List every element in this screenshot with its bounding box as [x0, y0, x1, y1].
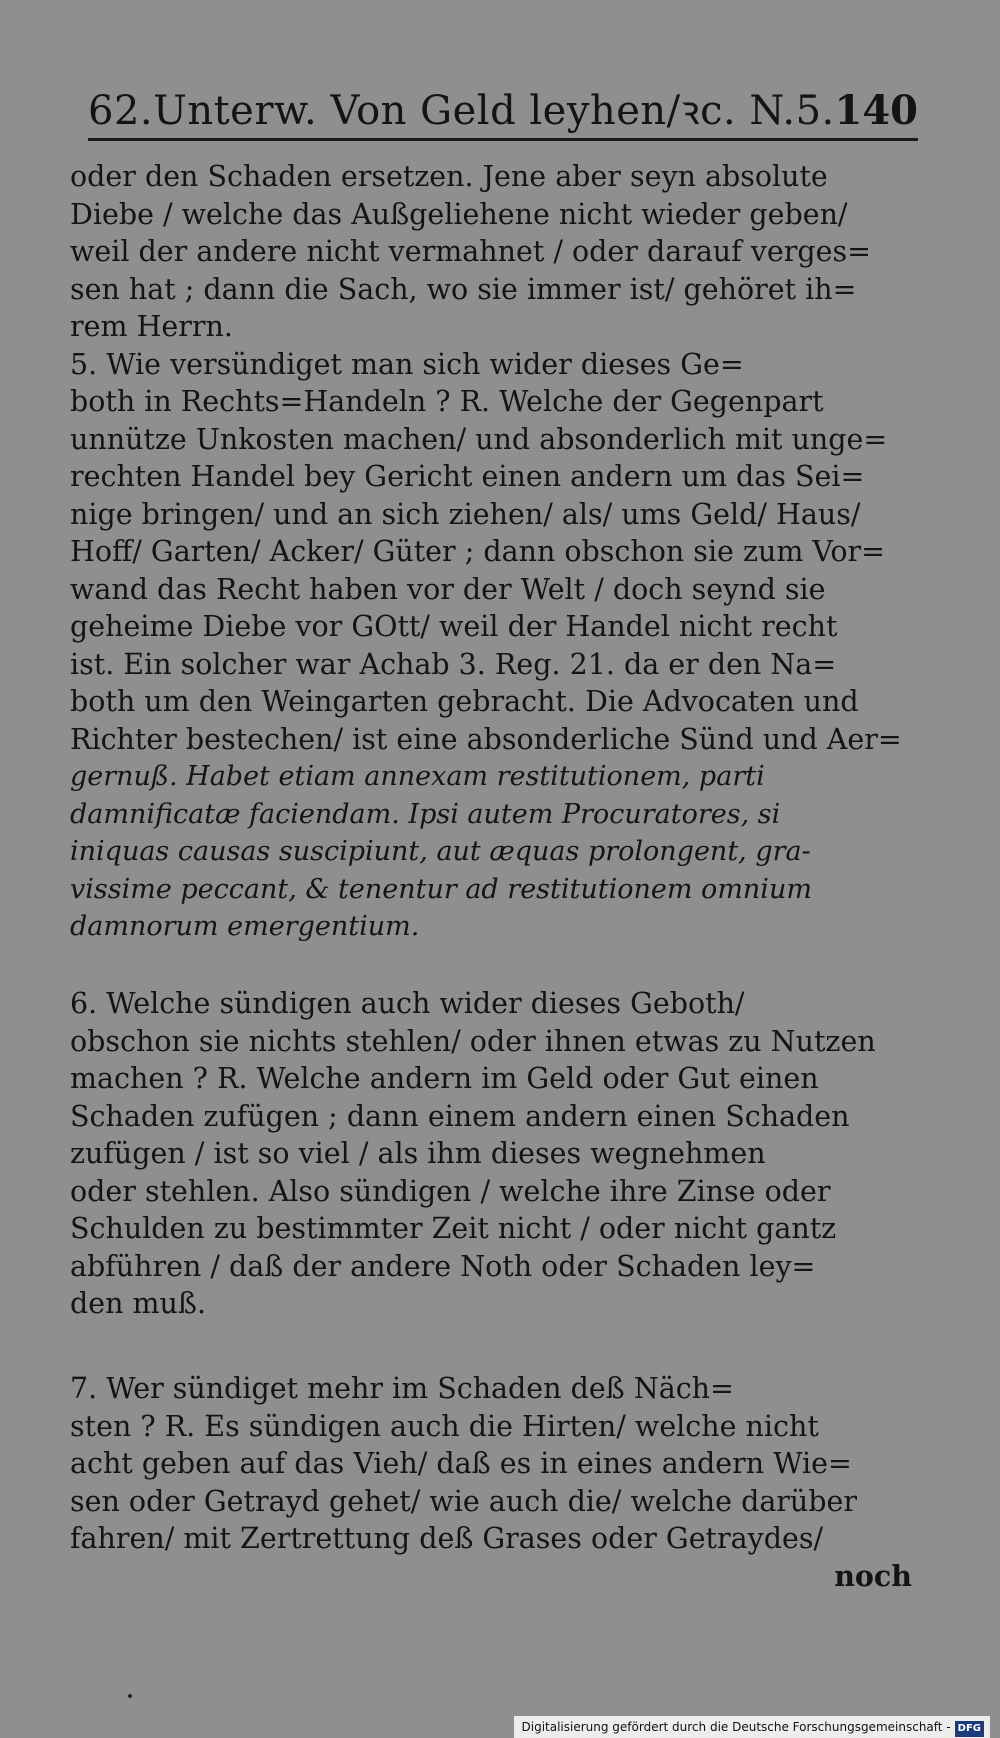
text-line: nige bringen/ und an sich ziehen/ als/ ums Geld/ Haus/	[70, 497, 861, 531]
paragraph-block-3	[70, 1370, 912, 1558]
text-line: Schaden zufügen ; dann einem andern einen Schaden	[70, 1099, 850, 1133]
paragraph-block-2	[70, 985, 912, 1323]
header-rule	[88, 138, 918, 141]
text-line: 5. Wie versündiget man sich wider dieses Ge=	[70, 347, 744, 381]
text-line: weil der andere nicht vermahnet / oder darauf verges=	[70, 235, 871, 268]
text-line: rem Herrn.	[70, 310, 233, 343]
credit-text: Digitalisierung gefördert durch die Deutsche Forschungsgemeinschaft -	[521, 1720, 951, 1734]
text-line: fahren/ mit Zertrettung deß Grases oder Getraydes/	[70, 1522, 824, 1555]
text-line: 7. Wer sündiget mehr im Schaden deß Näch=	[70, 1372, 734, 1405]
text-line: zufügen / ist so viel / als ihm dieses wegnehmen	[70, 1137, 766, 1170]
text-line: unnütze Unkosten machen/ und absonderlich mit unge=	[70, 422, 888, 456]
dfg-logo: DFG	[955, 1721, 984, 1737]
text-line: abführen / daß der andere Noth oder Schaden ley=	[70, 1249, 816, 1283]
text-line: Richter bestechen/ ist eine absonderliche Sünd und Aer=	[70, 722, 902, 756]
page-number: 140	[834, 87, 918, 134]
text-line: both um den Weingarten gebracht. Die Advocaten und	[70, 685, 859, 718]
text-line: Hoff/ Garten/ Acker/ Güter ; dann obschon sie zum Vor=	[70, 535, 886, 568]
text-line: vissime peccant, & tenentur ad restitutionem omnium	[70, 873, 812, 905]
text-line: iniquas causas suscipiunt, aut æquas prolongent, gra-	[70, 836, 811, 867]
paragraph-block-1	[70, 158, 912, 946]
text-line: geheime Diebe vor GOtt/ weil der Handel nicht recht	[70, 610, 838, 643]
scan-speck	[128, 1694, 132, 1698]
text-line: ist. Ein solcher war Achab 3. Reg. 21. da er den Na=	[70, 647, 837, 681]
text-line: damnificatæ faciendam. Ipsi autem Procuratores, si	[70, 798, 781, 830]
text-line: damnorum emergentium.	[70, 911, 420, 942]
text-line: sen oder Getrayd gehet/ wie auch die/ welche darüber	[70, 1484, 858, 1518]
text-line: gernuß. Habet etiam annexam restitutionem, parti	[70, 761, 765, 792]
running-header	[88, 86, 918, 144]
text-line: oder stehlen. Also sündigen / welche ihre Zinse oder	[70, 1174, 831, 1208]
text-line: both in Rechts=Handeln ? R. Welche der Gegenpart	[70, 385, 824, 418]
text-line: wand das Recht haben vor der Welt / doch seynd sie	[70, 572, 826, 606]
running-title: 62.Unterw. Von Geld leyhen/ꝛc. N.5.	[88, 88, 835, 134]
catchword-row	[70, 1558, 912, 1596]
text-line: Diebe / welche das Außgeliehene nicht wieder geben/	[70, 197, 848, 231]
text-line: Schulden zu bestimmter Zeit nicht / oder nicht gantz	[70, 1212, 837, 1245]
text-line: machen ? R. Welche andern im Geld oder Gut einen	[70, 1062, 819, 1095]
text-line: sen hat ; dann die Sach, wo sie immer ist/ gehöret ih=	[70, 272, 857, 306]
text-line: den muß.	[70, 1287, 207, 1320]
catchword: noch	[834, 1559, 912, 1593]
text-line: rechten Handel bey Gericht einen andern um das Sei=	[70, 460, 865, 493]
text-line: sten ? R. Es sündigen auch die Hirten/ welche nicht	[70, 1409, 819, 1443]
text-line: obschon sie nichts stehlen/ oder ihnen etwas zu Nutzen	[70, 1024, 876, 1058]
text-line: acht geben auf das Vieh/ daß es in eines andern Wie=	[70, 1447, 852, 1480]
text-line: oder den Schaden ersetzen. Jene aber seyn absolute	[70, 160, 828, 193]
digitization-credit	[514, 1716, 991, 1738]
text-line: 6. Welche sündigen auch wider dieses Geboth/	[70, 987, 745, 1020]
